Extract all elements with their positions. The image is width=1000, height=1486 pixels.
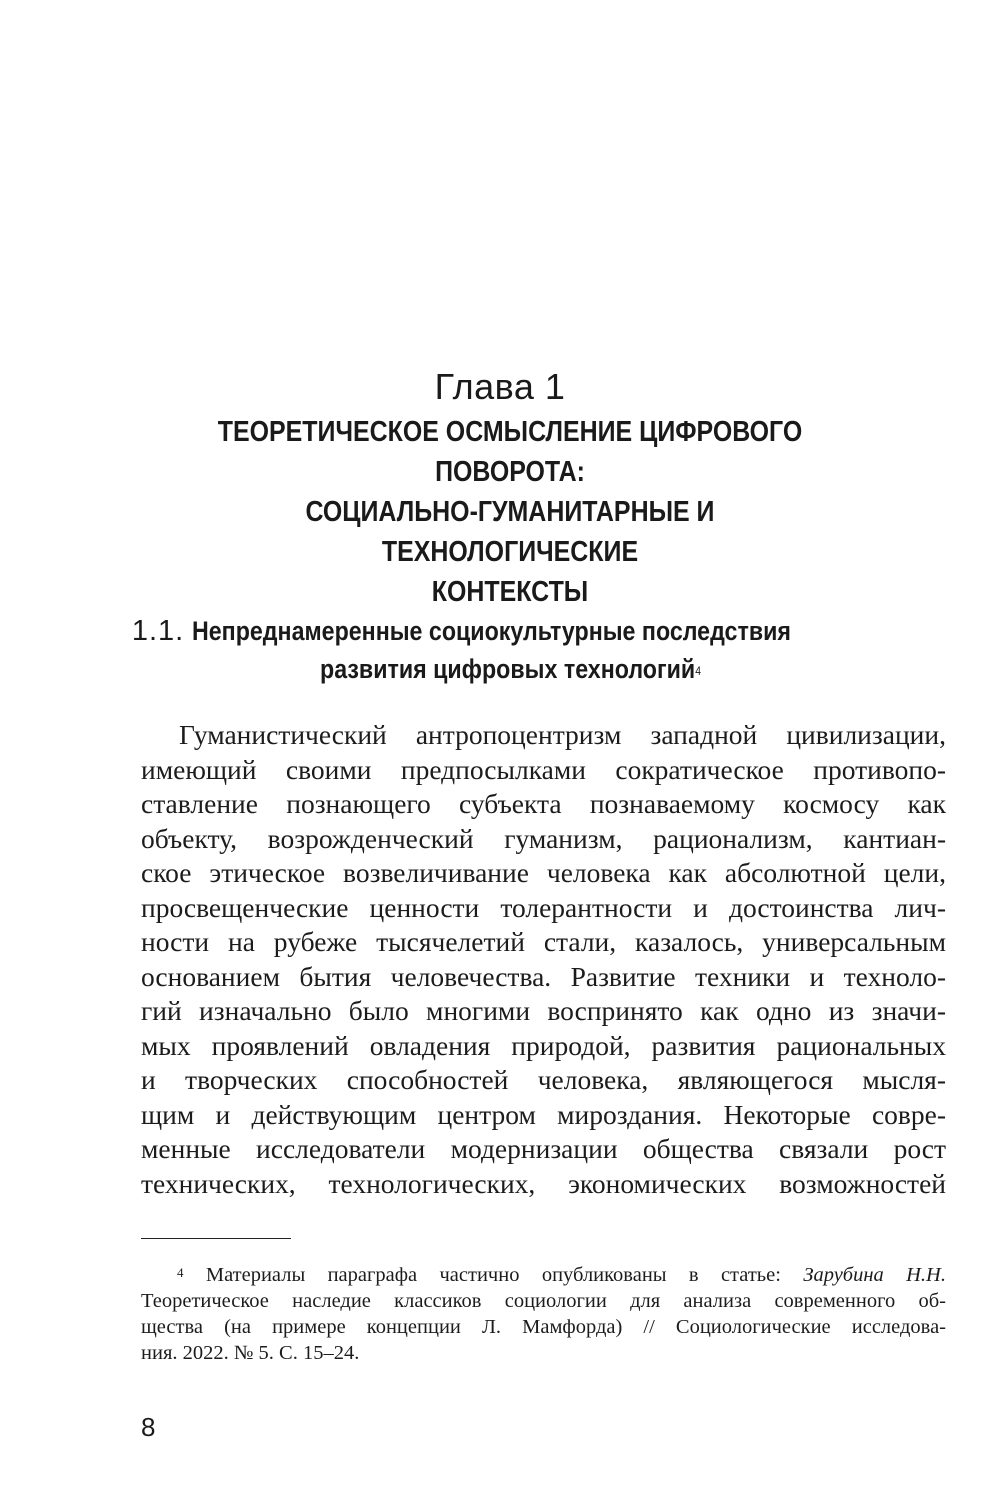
section-heading-line [120,650,900,688]
body-line: объекту, возрожденческий гуманизм, рационализм, кантиан- [141,822,946,854]
body-line: просвещенческие ценности толерантности и достоинства лич- [141,891,946,923]
section-heading [120,612,900,688]
section-title-part [320,650,701,688]
body-line: ности на рубеже тысячелетий стали, казалось, универсальным [141,926,946,957]
footnote-divider [141,1238,291,1239]
chapter-title [175,412,846,612]
section-title-part: Непреднамеренные социокультурные последствия [191,616,791,646]
body-line: гий изначально было многими воспринято как одно из значи- [141,995,946,1026]
body-line: мых проявлений овладения природой, развития рациональных [141,1029,946,1061]
page-number: 8 [141,1412,156,1442]
body-line: ставление познающего субъекта познаваемому космосу как [141,788,946,819]
footnote-reference[interactable]: 4 [694,664,701,678]
section-title-text: развития цифровых технологий [319,654,695,684]
section-heading-line [120,612,900,650]
body-paragraph [141,718,946,1201]
body-line: Гуманистический антропоцентризм западной цивилизации, [179,719,946,750]
chapter-title-line: КОНТЕКСТЫ [431,576,589,608]
body-line: ское этическое возвеличивание человека как абсолютной цели, [141,857,946,888]
body-line: технических, технологических, экономических возможностей [141,1167,946,1199]
footnote-line: ния. 2022. № 5. С. 15–24. [141,1342,360,1364]
chapter-label: Глава 1 [434,366,566,407]
footnote-intro: Материалы параграфа частично опубликованы в статье: [205,1264,804,1286]
footnote-line: Теоретическое наследие классиков социологии для анализа современного об- [141,1290,946,1312]
body-line: менные исследователи модернизации общества связали рост [141,1133,946,1164]
body-line: щим и действующим центром мироздания. Некоторые совре- [141,1098,946,1130]
body-line: и творческих способностей человека, являющегося мысля- [141,1064,946,1095]
chapter-title-line: ТЕОРЕТИЧЕСКОЕ ОСМЫСЛЕНИЕ ЦИФРОВОГО ПОВОРОТА: [217,416,803,488]
footnote-line [141,1262,946,1288]
footnote-author: Зарубина Н.Н. [803,1264,946,1286]
footnote [141,1262,946,1366]
body-line: основанием бытия человечества. Развитие техники и техноло- [141,960,946,992]
footnote-line: щества (на примере концепции Л. Мамфорда) // Социологические исследова- [141,1316,946,1338]
body-line: имеющий своими предпосылками сократическое противопо- [141,753,946,785]
footnote-marker: 4 [177,1265,184,1280]
chapter-title-line: СОЦИАЛЬНО-ГУМАНИТАРНЫЕ И ТЕХНОЛОГИЧЕСКИЕ [305,496,715,568]
section-number: 1.1. [131,615,185,647]
